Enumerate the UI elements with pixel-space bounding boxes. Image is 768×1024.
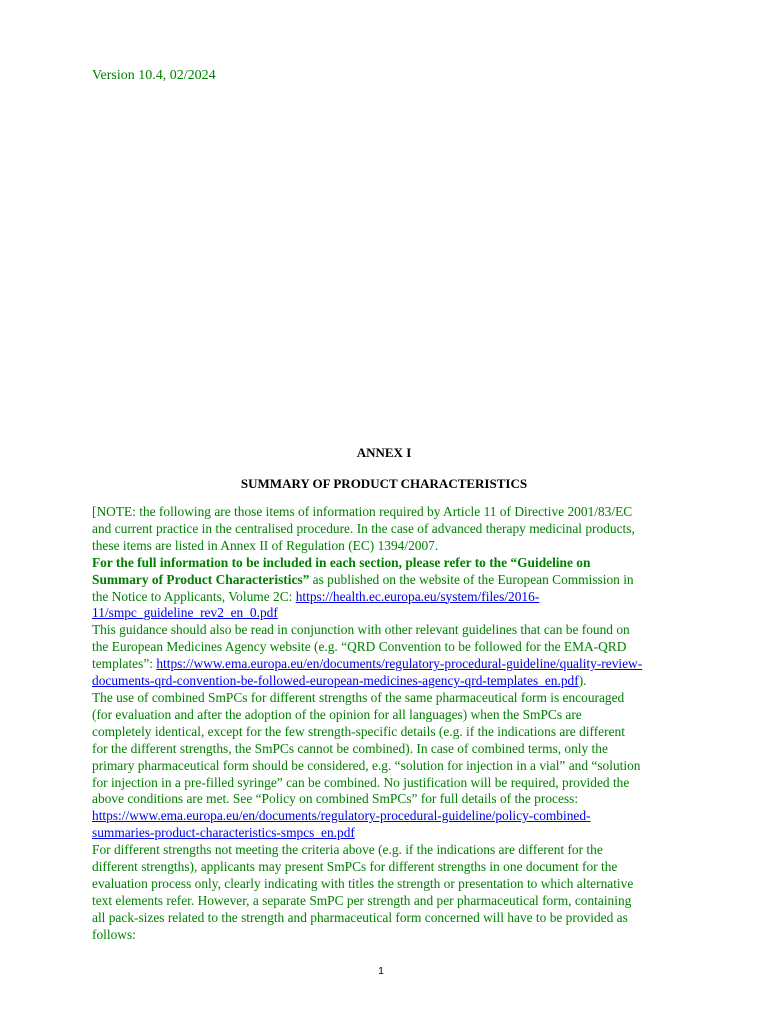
- note-paragraph-line: the European Medicines Agency website (e.g. “QRD Convention to be followed for the EMA-QRD: [92, 639, 627, 655]
- page-number: 1: [378, 966, 384, 977]
- bold-text: For the full information to be included in each section, please refer to the “Guideline on: [92, 554, 591, 570]
- note-paragraph-line: This guidance should also be read in conjunction with other relevant guidelines that can be found on: [92, 622, 630, 638]
- note-paragraph-line: [NOTE: the following are those items of information required by Article 11 of Directive 2001/83/EC: [92, 504, 633, 519]
- note-paragraph-line: follows:: [92, 926, 136, 942]
- combined-smpcs-policy-link[interactable]: https://www.ema.europa.eu/en/documents/regulatory-procedural-guideline/policy-combined-: [92, 808, 591, 824]
- inline-text: as published on the website of the European Commission in: [309, 571, 634, 587]
- note-paragraph-line: primary pharmaceutical form should be considered, e.g. “solution for injection in a vial” and “solution: [92, 757, 641, 773]
- note-paragraph-line: [92, 605, 682, 622]
- note-paragraph-line: above conditions are met. See “Policy on combined SmPCs” for full details of the process:: [92, 791, 579, 807]
- note-paragraph-line: [92, 589, 682, 606]
- note-paragraph-line: The use of combined SmPCs for different strengths of the same pharmaceutical form is encouraged: [92, 689, 625, 705]
- bold-text: Summary of Product Characteristics”: [92, 571, 310, 587]
- note-paragraph-line: [92, 555, 682, 572]
- qrd-convention-link[interactable]: https://www.ema.europa.eu/en/documents/regulatory-procedural-guideline/quality-review-: [156, 656, 643, 672]
- smpc-guideline-link-continued[interactable]: 11/smpc_guideline_rev2_en_0.pdf: [92, 605, 278, 621]
- note-paragraph-line: for injection in a pre-filled syringe” can be combined. No justification will be required, provided the: [92, 774, 630, 790]
- note-paragraph-line: evaluation process only, clearly indicating with titles the strength or presentation to which alternative: [92, 875, 634, 891]
- note-paragraph-line: completely identical, except for the few strength-specific details (e.g. if the indications are different: [92, 723, 625, 739]
- note-paragraph-line: (for evaluation and after the adoption of the opinion for all languages) when the SmPCs are: [92, 706, 582, 722]
- annex-title: ANNEX I: [356, 445, 412, 460]
- note-paragraph-line: For different strengths not meeting the criteria above (e.g. if the indications are different for the: [92, 842, 603, 858]
- note-paragraph-line: these items are listed in Annex II of Regulation (EC) 1394/2007.: [92, 537, 439, 553]
- note-paragraph-line: for the different strengths, the SmPCs cannot be combined). In case of combined terms, only the: [92, 740, 608, 756]
- note-paragraph-line: different strengths), applicants may present SmPCs for different strengths in one document for the: [92, 859, 618, 875]
- note-paragraph-line: [92, 825, 682, 842]
- note-paragraph-line: [92, 808, 682, 825]
- smpc-guideline-link[interactable]: https://health.ec.europa.eu/system/files/2016-: [295, 588, 540, 604]
- note-paragraph-line: all pack-sizes related to the strength and pharmaceutical form concerned will have to be provided as: [92, 909, 628, 925]
- note-paragraph-line: and current practice in the centralised procedure. In the case of advanced therapy medicinal products,: [92, 520, 635, 536]
- note-paragraph-line: text elements refer. However, a separate SmPC per strength and per pharmaceutical form, containing: [92, 892, 632, 908]
- combined-smpcs-policy-link-continued[interactable]: summaries-product-characteristics-smpcs_en.pdf: [92, 825, 355, 841]
- inline-text: the Notice to Applicants, Volume 2C:: [92, 588, 296, 604]
- note-paragraph-line: [92, 656, 682, 673]
- inline-text: ).: [578, 673, 587, 689]
- note-paragraph-line: [92, 572, 682, 589]
- qrd-convention-link-continued[interactable]: documents-qrd-convention-be-followed-european-medicines-agency-qrd-templates_en.pdf: [92, 673, 579, 689]
- inline-text: templates”:: [92, 656, 157, 672]
- document-title: SUMMARY OF PRODUCT CHARACTERISTICS: [240, 476, 528, 491]
- version-label: Version 10.4, 02/2024: [92, 68, 216, 83]
- note-paragraph-line: [92, 673, 682, 690]
- note-block: [92, 504, 682, 944]
